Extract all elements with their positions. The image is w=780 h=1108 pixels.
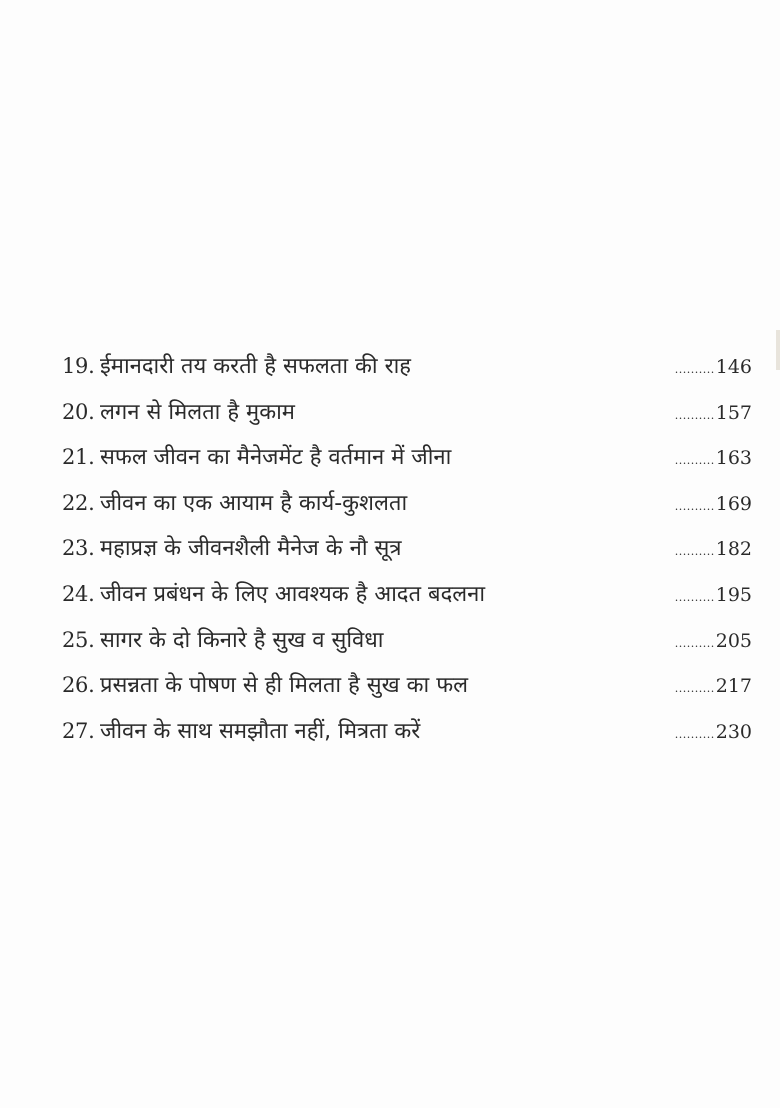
toc-entry <box>62 441 752 487</box>
toc-entry <box>62 624 752 670</box>
entry-page-ref <box>658 721 752 743</box>
entry-number: 24. <box>62 581 95 606</box>
entry-page-ref <box>658 493 752 515</box>
toc-entry <box>62 487 752 533</box>
entry-page-number: 230 <box>715 720 752 743</box>
entry-page-number: 157 <box>715 401 752 424</box>
entry-number: 27. <box>62 718 95 743</box>
toc-entry <box>62 396 752 442</box>
entry-page-number: 205 <box>715 629 752 652</box>
entry-page-number: 169 <box>715 492 752 515</box>
entry-title: महाप्रज्ञ के जीवनशैली मैनेज के नौ सूत्र <box>100 536 402 562</box>
entry-page-number: 146 <box>715 356 752 378</box>
entry-number: 23. <box>62 536 95 561</box>
entry-title: सागर के दो किनारे है सुख व सुविधा <box>100 627 384 653</box>
toc-entry <box>62 578 752 624</box>
dot-leader: .......... <box>674 454 715 468</box>
dot-leader: .......... <box>674 408 715 422</box>
entry-number: 19. <box>62 354 95 378</box>
entry-page-number: 182 <box>715 538 752 561</box>
entry-page-ref <box>658 356 752 378</box>
entry-title: जीवन का एक आयाम है कार्य-कुशलता <box>100 490 408 516</box>
table-of-contents <box>62 350 752 760</box>
entry-page-ref <box>658 584 752 606</box>
entry-title: ईमानदारी तय करती है सफलता की राह <box>100 354 411 379</box>
dot-leader: .......... <box>674 636 715 650</box>
entry-page-ref <box>658 402 752 424</box>
dot-leader: .......... <box>674 590 715 604</box>
entry-number: 21. <box>62 445 95 470</box>
entry-page-ref <box>658 447 752 469</box>
entry-number: 20. <box>62 399 95 424</box>
toc-entry <box>62 715 752 761</box>
dot-leader: .......... <box>674 727 715 741</box>
entry-title: जीवन के साथ समझौता नहीं, मित्रता करें <box>100 718 421 744</box>
entry-number: 22. <box>62 490 95 515</box>
entry-title: लगन से मिलता है मुकाम <box>100 399 295 425</box>
entry-title: जीवन प्रबंधन के लिए आवश्यक है आदत बदलना <box>100 581 486 607</box>
toc-entry <box>62 669 752 715</box>
entry-title: प्रसन्नता के पोषण से ही मिलता है सुख का फल <box>100 673 469 699</box>
entry-page-ref <box>658 630 752 652</box>
dot-leader: .......... <box>674 682 715 696</box>
entry-page-number: 195 <box>715 583 752 606</box>
toc-entry <box>62 532 752 578</box>
dot-leader: .......... <box>674 545 715 559</box>
entry-page-ref <box>658 538 752 560</box>
dot-leader: .......... <box>674 499 715 513</box>
entry-page-ref <box>658 675 752 697</box>
dot-leader: .......... <box>674 363 715 376</box>
entry-page-number: 163 <box>715 447 752 470</box>
entry-title: सफल जीवन का मैनेजमेंट है वर्तमान में जीना <box>100 445 452 471</box>
entry-number: 26. <box>62 673 95 698</box>
toc-entry <box>62 350 752 396</box>
entry-number: 25. <box>62 627 95 652</box>
page-edge-mark <box>776 330 780 370</box>
entry-page-number: 217 <box>715 675 752 698</box>
